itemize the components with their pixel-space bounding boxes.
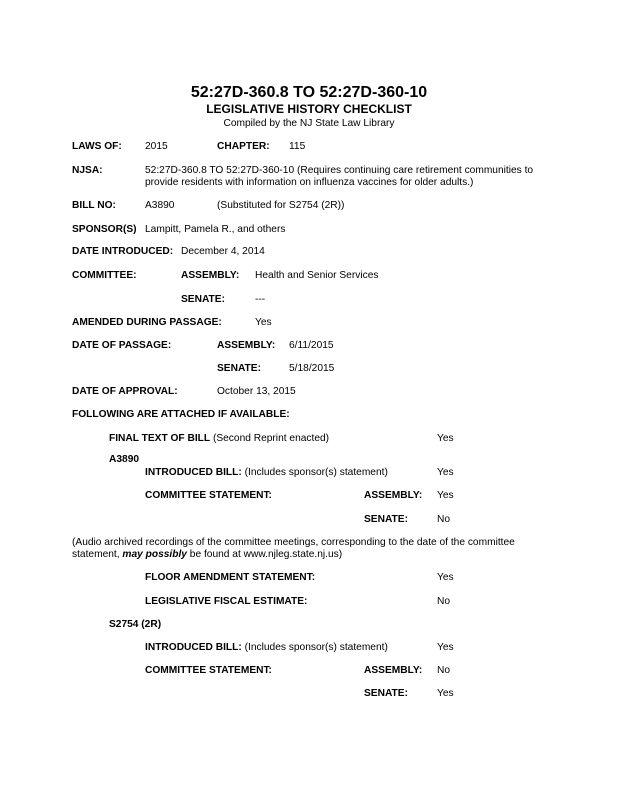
bill-no-value: A3890 xyxy=(145,200,175,211)
page-subtitle: LEGISLATIVE HISTORY CHECKLIST xyxy=(206,102,412,116)
passage-label: DATE OF PASSAGE: xyxy=(72,340,172,351)
s2754-committee-statement: COMMITTEE STATEMENT: xyxy=(145,665,272,676)
date-introduced-label: DATE INTRODUCED: xyxy=(72,246,174,257)
a3890-introduced-detail: (Includes sponsor(s) statement) xyxy=(241,467,388,478)
floor-amendment-value: Yes xyxy=(437,572,454,583)
laws-of-value: 2015 xyxy=(145,141,168,152)
njsa-label: NJSA: xyxy=(72,165,103,176)
chapter-label: CHAPTER: xyxy=(217,141,270,152)
audio-note-pre: statement, xyxy=(72,549,123,560)
date-introduced-value: December 4, 2014 xyxy=(181,246,265,257)
chapter-value: 115 xyxy=(289,141,306,152)
committee-senate-value: --- xyxy=(255,294,266,305)
njsa-line-1: 52:27D-360.8 TO 52:27D-360-10 (Requires continuing care retirement communities to xyxy=(145,165,534,176)
final-text-label: FINAL TEXT OF BILL xyxy=(109,433,211,444)
attached-heading: FOLLOWING ARE ATTACHED IF AVAILABLE: xyxy=(72,409,290,420)
fiscal-estimate-label: LEGISLATIVE FISCAL ESTIMATE: xyxy=(145,596,308,607)
passage-assembly-value: 6/11/2015 xyxy=(289,340,334,351)
s2754-introduced-detail: (Includes sponsor(s) statement) xyxy=(241,642,388,653)
s2754-senate-value: Yes xyxy=(437,688,454,699)
audio-note-emphasis: may possibly xyxy=(122,549,187,560)
compiled-by: Compiled by the NJ State Law Library xyxy=(223,118,395,129)
njsa-line-2: provide residents with information on influenza vaccines for older adults.) xyxy=(145,177,474,188)
sponsors-label: SPONSOR(S) xyxy=(72,224,137,235)
fiscal-estimate-value: No xyxy=(437,596,451,607)
passage-senate-value: 5/18/2015 xyxy=(289,363,335,374)
s2754-introduced-label: INTRODUCED BILL: xyxy=(145,642,242,653)
final-text-value: Yes xyxy=(437,433,454,444)
a3890-committee-statement: COMMITTEE STATEMENT: xyxy=(145,490,272,501)
final-text-row xyxy=(109,433,329,445)
page-title: 52:27D-360.8 TO 52:27D-360-10 xyxy=(190,84,428,101)
committee-assembly-label: ASSEMBLY: xyxy=(181,270,240,281)
s2754-introduced-value: Yes xyxy=(437,642,454,653)
final-text-detail: (Second Reprint enacted) xyxy=(210,433,330,444)
s2754-heading: S2754 (2R) xyxy=(109,619,162,630)
a3890-senate-value: No xyxy=(437,514,451,525)
a3890-assembly-value: Yes xyxy=(437,490,454,501)
approval-label: DATE OF APPROVAL: xyxy=(72,386,178,397)
a3890-introduced-row xyxy=(145,467,388,479)
s2754-senate-label: SENATE: xyxy=(364,688,408,699)
s2754-assembly-value: No xyxy=(437,665,451,676)
approval-value: October 13, 2015 xyxy=(217,386,296,397)
s2754-introduced-row xyxy=(145,642,388,654)
laws-of-label: LAWS OF: xyxy=(72,141,122,152)
sponsors-value: Lampitt, Pamela R., and others xyxy=(145,224,286,235)
audio-note-post: be found at www.njleg.state.nj.us) xyxy=(186,549,343,560)
floor-amendment-label: FLOOR AMENDMENT STATEMENT: xyxy=(145,572,316,583)
committee-label: COMMITTEE: xyxy=(72,270,137,281)
s2754-assembly-label: ASSEMBLY: xyxy=(364,665,423,676)
passage-assembly-label: ASSEMBLY: xyxy=(217,340,276,351)
audio-note-line-2 xyxy=(72,549,342,561)
a3890-heading: A3890 xyxy=(109,454,140,465)
bill-no-label: BILL NO: xyxy=(72,200,116,211)
a3890-introduced-value: Yes xyxy=(437,467,454,478)
bill-no-note: (Substituted for S2754 (2R)) xyxy=(217,200,345,211)
passage-senate-label: SENATE: xyxy=(217,363,261,374)
a3890-introduced-label: INTRODUCED BILL: xyxy=(145,467,242,478)
amended-value: Yes xyxy=(255,317,272,328)
committee-senate-label: SENATE: xyxy=(181,294,225,305)
a3890-assembly-label: ASSEMBLY: xyxy=(364,490,423,501)
amended-label: AMENDED DURING PASSAGE: xyxy=(72,317,222,328)
committee-assembly-value: Health and Senior Services xyxy=(255,270,379,281)
a3890-senate-label: SENATE: xyxy=(364,514,408,525)
audio-note-line-1: (Audio archived recordings of the committee meetings, corresponding to the date of the committee xyxy=(72,537,515,548)
